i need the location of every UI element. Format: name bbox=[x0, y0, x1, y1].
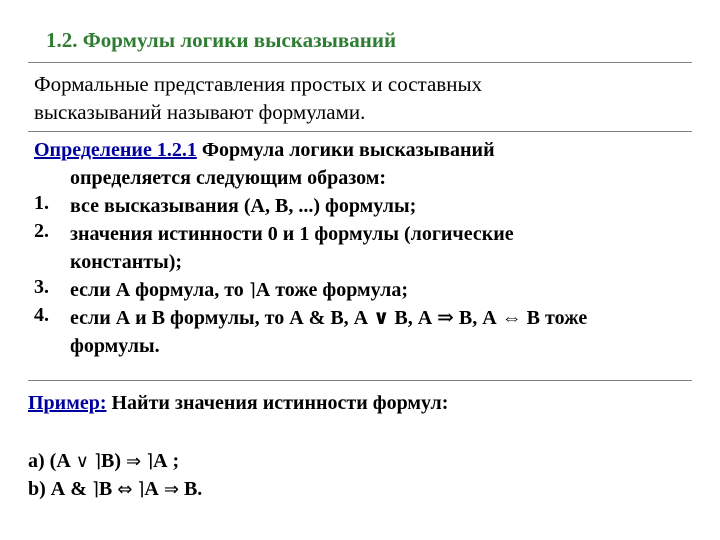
equivalence-symbol: ⇔ bbox=[117, 479, 133, 500]
implication-symbol: ⇒ bbox=[125, 451, 142, 472]
item-1-number: 1. bbox=[34, 192, 49, 214]
divider-bottom bbox=[28, 380, 692, 381]
example-text: Найти значения истинности формул: bbox=[106, 392, 449, 414]
example-formula-a bbox=[28, 450, 179, 473]
implication-symbol: ⇒ bbox=[163, 479, 179, 500]
example-label[interactable]: Пример: bbox=[28, 392, 107, 414]
negation-symbol: ⌉ bbox=[146, 451, 154, 472]
page-title: 1.2. Формулы логики высказываний bbox=[46, 28, 397, 52]
intro-line-1: Формальные представления простых и составных bbox=[34, 72, 483, 96]
item-2-number: 2. bbox=[34, 220, 49, 242]
formula-b-part-1: b) А & bbox=[28, 478, 92, 500]
negation-symbol: ⌉ bbox=[91, 479, 99, 500]
divider-middle bbox=[28, 131, 692, 132]
divider-top bbox=[28, 62, 692, 63]
item-3-text-a: если А формула, то bbox=[70, 279, 249, 301]
item-3-text-b: А тоже формула; bbox=[255, 279, 409, 301]
intro-line-2: высказываний называют формулами. bbox=[34, 100, 366, 124]
item-4-number: 4. bbox=[34, 304, 49, 326]
formula-a-part-3: В) bbox=[100, 450, 126, 472]
example-heading bbox=[28, 392, 448, 415]
negation-symbol: ⌉ bbox=[93, 451, 101, 472]
definition-heading bbox=[34, 136, 495, 164]
negation-symbol: ⌉ bbox=[137, 479, 145, 500]
item-1-text: все высказывания (А, В, ...) формулы; bbox=[70, 195, 417, 217]
item-2-text: значения истинности 0 и 1 формулы (логические bbox=[70, 223, 514, 245]
item-3-number: 3. bbox=[34, 276, 49, 298]
formula-b-part-5: В. bbox=[178, 478, 203, 500]
item-4-continuation: формулы. bbox=[70, 335, 160, 357]
definition-text-2: определяется следующим образом: bbox=[70, 167, 387, 189]
item-2-continuation: константы); bbox=[70, 251, 183, 273]
definition-text-1: Формула логики высказываний bbox=[196, 139, 495, 161]
item-3-text bbox=[70, 276, 408, 305]
formula-b-part-4: А bbox=[144, 478, 164, 500]
formula-a-part-1: а) (А bbox=[28, 450, 76, 472]
formula-b-part-2: В bbox=[98, 478, 118, 500]
or-symbol: ∨ bbox=[75, 451, 89, 472]
definition-label[interactable]: Определение 1.2.1 bbox=[34, 139, 197, 161]
item-4-text: если А и В формулы, то А & В, А ∨ В, А ⇒ В, А ⇔ В тоже bbox=[70, 307, 588, 329]
formula-a-part-5: А ; bbox=[153, 450, 180, 472]
example-formula-b bbox=[28, 478, 202, 501]
negation-symbol: ⌉ bbox=[248, 280, 256, 301]
